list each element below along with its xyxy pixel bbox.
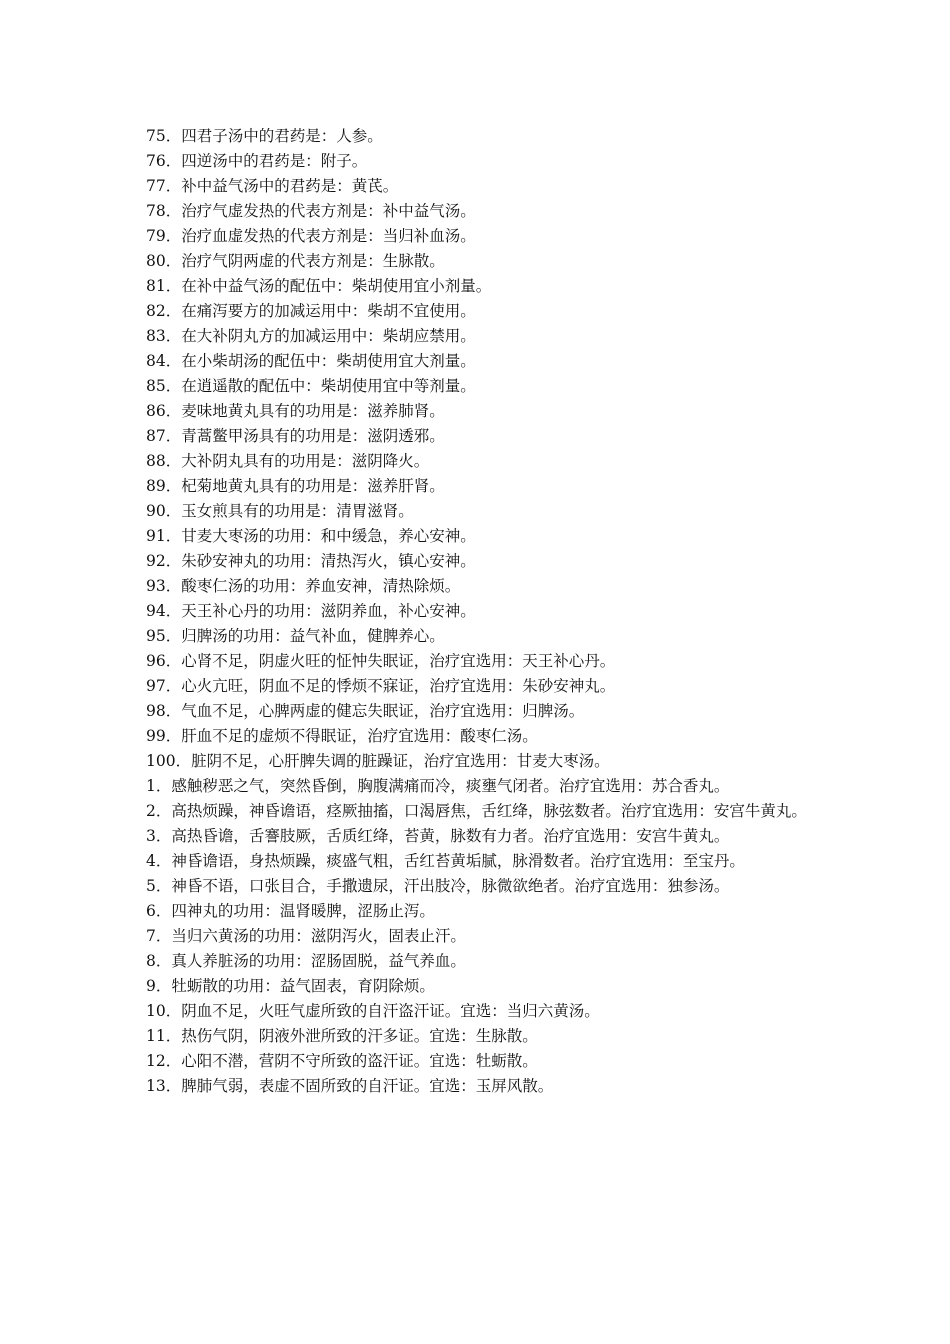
text-line: 9．牡蛎散的功用：益气固表，育阴除烦。 [146, 977, 435, 995]
text-line: 1．感触秽恶之气，突然昏倒，胸腹满痛而冷，痰壅气闭者。治疗宜选用：苏合香丸。 [146, 777, 730, 795]
text-line: 4．神昏谵语，身热烦躁，痰盛气粗，舌红苔黄垢腻，脉滑数者。治疗宜选用：至宝丹。 [146, 852, 745, 870]
text-line: 2．高热烦躁，神昏谵语，痉厥抽搐，口渴唇焦，舌红绛，脉弦数者。治疗宜选用：安宫牛黄丸。 [146, 802, 807, 820]
text-line: 95．归脾汤的功用：益气补血，健脾养心。 [146, 627, 445, 645]
text-line: 80．治疗气阴两虚的代表方剂是：生脉散。 [146, 252, 445, 270]
text-line: 77．补中益气汤中的君药是：黄芪。 [146, 177, 399, 195]
text-line: 92．朱砂安神丸的功用：清热泻火，镇心安神。 [146, 552, 476, 570]
text-line: 85．在逍遥散的配伍中：柴胡使用宜中等剂量。 [146, 377, 476, 395]
text-line: 86．麦味地黄丸具有的功用是：滋养肺肾。 [146, 402, 445, 420]
text-line: 5．神昏不语，口张目合，手撒遗尿，汗出肢冷，脉微欲绝者。治疗宜选用：独参汤。 [146, 877, 730, 895]
text-line: 84．在小柴胡汤的配伍中：柴胡使用宜大剂量。 [146, 352, 476, 370]
text-line: 78．治疗气虚发热的代表方剂是：补中益气汤。 [146, 202, 476, 220]
text-line: 98．气血不足，心脾两虚的健忘失眠证，治疗宜选用：归脾汤。 [146, 702, 585, 720]
text-line: 79．治疗血虚发热的代表方剂是：当归补血汤。 [146, 227, 476, 245]
text-line: 96．心肾不足，阴虚火旺的怔忡失眠证，治疗宜选用：天王补心丹。 [146, 652, 616, 670]
text-line: 81．在补中益气汤的配伍中：柴胡使用宜小剂量。 [146, 277, 492, 295]
text-line: 76．四逆汤中的君药是：附子。 [146, 152, 368, 170]
text-line: 94．天王补心丹的功用：滋阴养血，补心安神。 [146, 602, 476, 620]
text-line: 91．甘麦大枣汤的功用：和中缓急，养心安神。 [146, 527, 476, 545]
text-line: 99．肝血不足的虚烦不得眠证，治疗宜选用：酸枣仁汤。 [146, 727, 538, 745]
text-line: 13．脾肺气弱，表虚不固所致的自汗证。宜选：玉屏风散。 [146, 1077, 554, 1095]
text-line: 90．玉女煎具有的功用是：清胃滋肾。 [146, 502, 414, 520]
text-line: 3．高热昏谵，舌謇肢厥，舌质红绛，苔黄，脉数有力者。治疗宜选用：安宫牛黄丸。 [146, 827, 730, 845]
document-body [146, 124, 808, 1099]
text-line: 87．青蒿鳖甲汤具有的功用是：滋阴透邪。 [146, 427, 445, 445]
text-line: 11．热伤气阴，阴液外泄所致的汗多证。宜选：生脉散。 [146, 1027, 538, 1045]
text-line: 12．心阳不潜，营阴不守所致的盗汗证。宜选：牡蛎散。 [146, 1052, 538, 1070]
text-line: 88．大补阴丸具有的功用是：滋阴降火。 [146, 452, 430, 470]
text-line: 10．阴血不足，火旺气虚所致的自汗盗汗证。宜选：当归六黄汤。 [146, 1002, 600, 1020]
text-line: 97．心火亢旺，阴血不足的悸烦不寐证，治疗宜选用：朱砂安神丸。 [146, 677, 616, 695]
text-line: 83．在大补阴丸方的加减运用中：柴胡应禁用。 [146, 327, 476, 345]
text-line: 93．酸枣仁汤的功用：养血安神，清热除烦。 [146, 577, 461, 595]
text-line: 89．杞菊地黄丸具有的功用是：滋养肝肾。 [146, 477, 445, 495]
text-line: 75．四君子汤中的君药是：人参。 [146, 127, 383, 145]
text-line: 82．在痛泻要方的加减运用中：柴胡不宜使用。 [146, 302, 476, 320]
text-line: 7．当归六黄汤的功用：滋阴泻火，固表止汗。 [146, 927, 466, 945]
text-line: 100．脏阴不足，心肝脾失调的脏躁证，治疗宜选用：甘麦大枣汤。 [146, 752, 610, 770]
text-line: 6．四神丸的功用：温肾暖脾，涩肠止泻。 [146, 902, 435, 920]
text-line: 8．真人养脏汤的功用：涩肠固脱，益气养血。 [146, 952, 466, 970]
